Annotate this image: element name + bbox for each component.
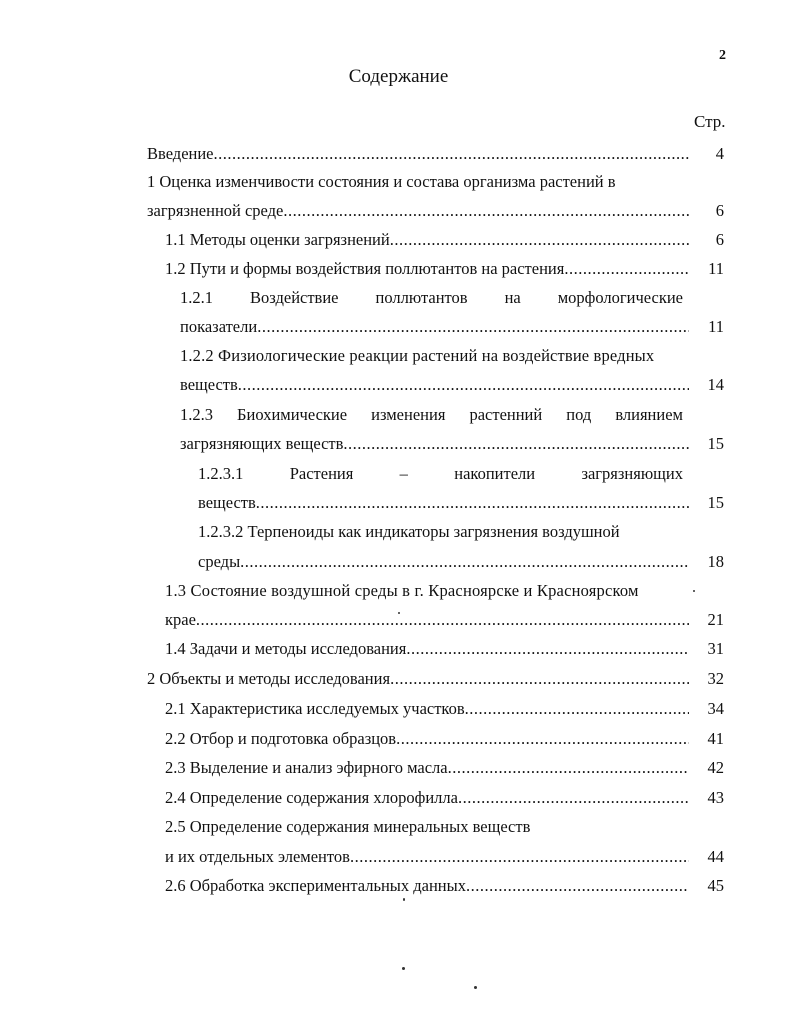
toc-entry-page: 4 [715, 144, 724, 163]
word: загрязняющих [581, 464, 683, 483]
leader-dots [396, 729, 689, 749]
toc-entry-1-2-3 [180, 405, 683, 425]
word: Биохимические [237, 405, 348, 424]
toc-entry-1-2-1-cont [180, 317, 689, 337]
toc-entry-2-6 [165, 876, 689, 896]
toc-entry-text: 1.1 Методы оценки загрязнений [165, 230, 390, 249]
toc-entry-text: веществ [198, 493, 256, 512]
leader-dots [196, 610, 689, 630]
toc-entry-1-2-3-1 [198, 464, 683, 484]
toc-entry-page: 6 [715, 230, 724, 249]
toc-entry-text: загрязненной среде [147, 201, 284, 220]
toc-entry-text: показатели [180, 317, 258, 336]
leader-dots [406, 639, 689, 659]
toc-entry-introduction [147, 144, 689, 164]
toc-entry-page: 15 [707, 434, 724, 453]
toc-entry-text: Введение [147, 144, 214, 163]
leader-dots [350, 847, 689, 867]
toc-entry-text: веществ [180, 375, 238, 394]
toc-entry-page: 45 [707, 876, 724, 895]
toc-entry-1-1 [165, 230, 689, 250]
toc-entry-text: загрязняющих веществ [180, 434, 344, 453]
toc-entry-text: крае [165, 610, 196, 629]
toc-entry-1-2-2: 1.2.2 Физиологические реакции растений на воздействие вредных [180, 346, 655, 365]
word: 1.2.3.1 [198, 464, 244, 483]
toc-entry-1-4 [165, 639, 689, 659]
word: накопители [454, 464, 536, 483]
toc-entry-page: 34 [707, 699, 724, 718]
toc-entry-page: 11 [708, 317, 724, 336]
page-title: Содержание [348, 66, 449, 87]
word: поллютантов [375, 288, 468, 307]
word: растенний [469, 405, 543, 424]
leader-dots [390, 669, 689, 689]
leader-dots [466, 876, 689, 896]
toc-entry-text: 2.1 Характеристика исследуемых участков [165, 699, 465, 718]
word: 1.2.3 [180, 405, 213, 424]
toc-entry-2-4 [165, 788, 689, 808]
toc-entry-1-2-3-1-cont [198, 493, 689, 513]
word: 1.2.1 [180, 288, 213, 307]
toc-entry-page: 14 [707, 375, 724, 394]
toc-entry-1-2-1 [180, 288, 683, 308]
scan-speck [693, 590, 695, 592]
page-column-header: Стр. [694, 112, 726, 131]
toc-entry-2-1 [165, 699, 689, 719]
toc-entry-text: среды [198, 552, 241, 571]
toc-entry-text: 2 Объекты и методы исследования [147, 669, 391, 688]
scan-speck [398, 612, 400, 614]
toc-entry-text: 2.4 Определение содержания хлорофилла [165, 788, 458, 807]
scan-speck [403, 898, 405, 901]
word: морфологические [557, 288, 683, 307]
toc-entry-1-3-cont [165, 610, 689, 630]
leader-dots [458, 788, 689, 808]
word: Воздействие [250, 288, 339, 307]
scan-speck [402, 967, 405, 970]
leader-dots [214, 144, 689, 164]
page-number: 2 [719, 48, 726, 63]
toc-entry-page: 44 [707, 847, 724, 866]
toc-entry-text: 1.2 Пути и формы воздействия поллютантов на растения [165, 259, 565, 278]
toc-entry-page: 43 [707, 788, 724, 807]
toc-entry-1-2-2-cont [180, 375, 689, 395]
toc-entry-page: 31 [707, 639, 724, 658]
leader-dots [448, 758, 689, 778]
leader-dots [256, 493, 689, 513]
toc-entry-page: 18 [707, 552, 724, 571]
toc-entry-text: 2.6 Обработка экспериментальных данных [165, 876, 466, 895]
toc-entry-1-2-3-cont [180, 434, 689, 454]
toc-entry-page: 32 [707, 669, 724, 688]
word: – [399, 464, 408, 483]
word: под [566, 405, 592, 424]
toc-entry-1-2 [165, 259, 689, 279]
leader-dots [564, 259, 689, 279]
toc-entry-page: 11 [708, 259, 724, 278]
scan-speck [474, 986, 477, 989]
toc-entry-text: 1.4 Задачи и методы исследования [165, 639, 407, 658]
toc-entry-2-2 [165, 729, 689, 749]
toc-entry-page: 41 [707, 729, 724, 748]
word: Растения [289, 464, 354, 483]
toc-entry-2-5: 2.5 Определение содержания минеральных веществ [165, 817, 531, 836]
toc-entry-text: 2.3 Выделение и анализ эфирного масла [165, 758, 448, 777]
toc-entry-chapter-2 [147, 669, 689, 689]
leader-dots [390, 230, 689, 250]
leader-dots [240, 552, 689, 572]
word: влиянием [615, 405, 683, 424]
word: на [504, 288, 521, 307]
toc-entry-text: и их отдельных элементов [165, 847, 350, 866]
leader-dots [343, 434, 689, 454]
toc-entry-1-2-3-2-cont [198, 552, 689, 572]
toc-entry-1-3: 1.3 Состояние воздушной среды в г. Красноярске и Красноярском [165, 581, 639, 600]
toc-entry-chapter-1: 1 Оценка изменчивости состояния и состава организма растений в [147, 172, 616, 191]
leader-dots [283, 201, 689, 221]
leader-dots [257, 317, 689, 337]
leader-dots [465, 699, 689, 719]
toc-entry-2-3 [165, 758, 689, 778]
toc-entry-text: 2.2 Отбор и подготовка образцов [165, 729, 397, 748]
toc-entry-1-2-3-2: 1.2.3.2 Терпеноиды как индикаторы загрязнения воздушной [198, 522, 620, 541]
toc-entry-page: 6 [715, 201, 724, 220]
toc-entry-2-5-cont [165, 847, 689, 867]
word: изменения [371, 405, 446, 424]
toc-entry-page: 15 [707, 493, 724, 512]
leader-dots [238, 375, 689, 395]
toc-entry-page: 42 [707, 758, 724, 777]
toc-entry-page: 21 [707, 610, 724, 629]
toc-entry-chapter-1-cont [147, 201, 689, 221]
